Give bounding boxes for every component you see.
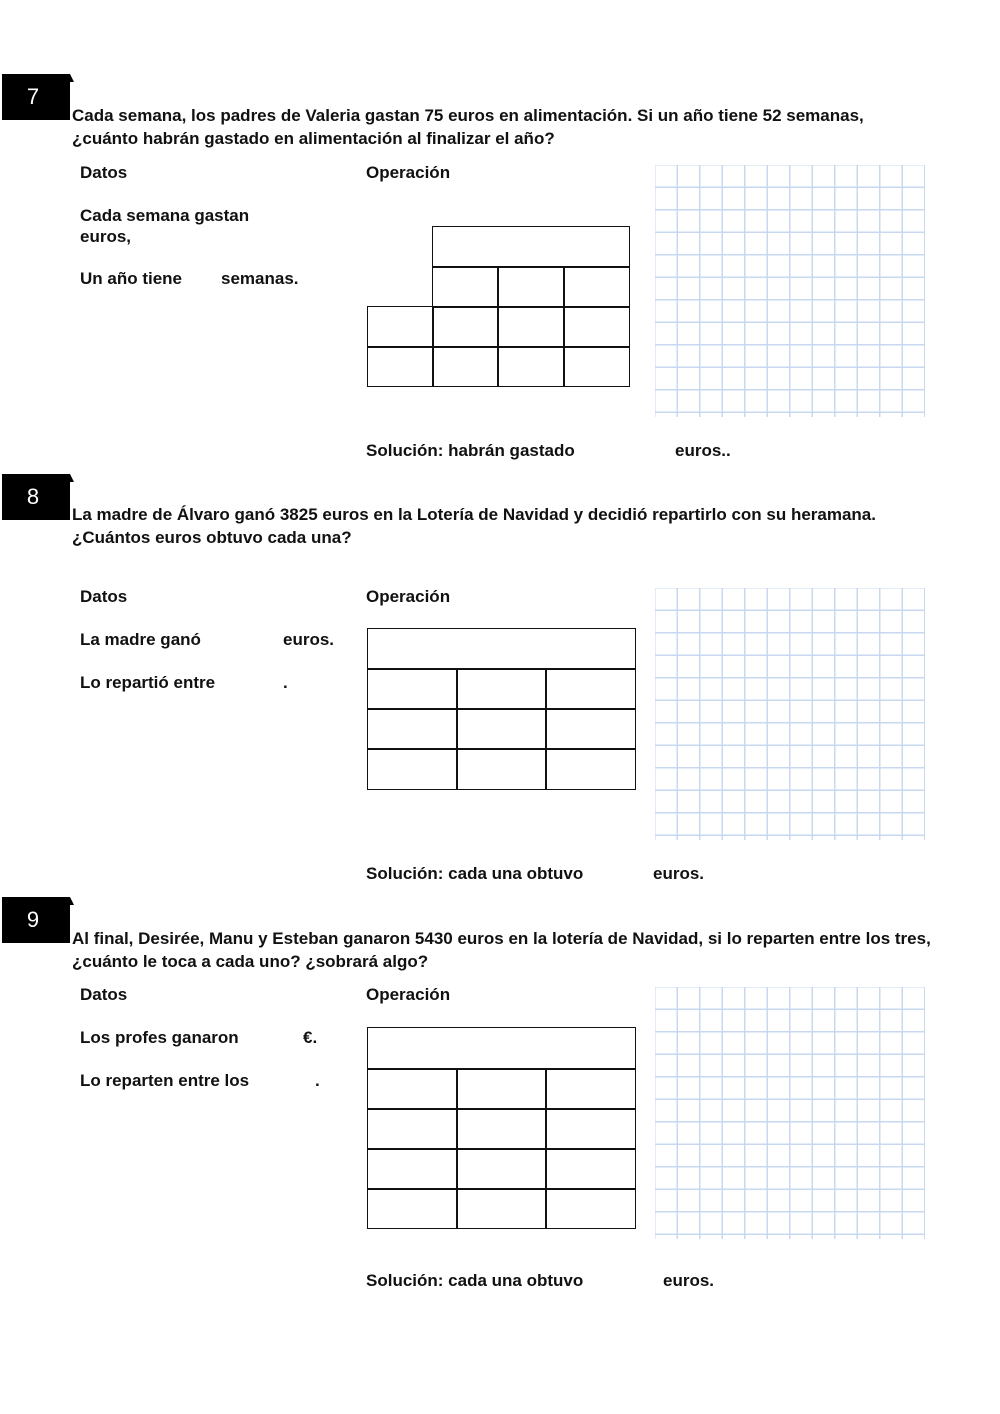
solution-suffix: euros.. — [675, 441, 731, 460]
datos-label: Datos — [80, 163, 128, 182]
operacion-label: Operación — [366, 587, 451, 606]
table-cell[interactable] — [456, 1148, 547, 1190]
table-cell[interactable] — [456, 708, 547, 750]
table-cell[interactable] — [563, 266, 630, 308]
datos-line-2b: . — [315, 1071, 320, 1090]
datos-line-1a: Los profes ganaron — [80, 1028, 239, 1047]
table-cell[interactable] — [563, 346, 630, 387]
table-cell[interactable] — [367, 668, 458, 710]
datos-label: Datos — [80, 985, 128, 1004]
table-cell[interactable] — [545, 1148, 636, 1190]
table-cell[interactable] — [367, 1068, 458, 1110]
datos-line-1b: euros. — [283, 630, 335, 649]
table-cell[interactable] — [497, 346, 565, 387]
table-cell[interactable] — [367, 306, 434, 348]
solution-prefix: Solución: habrán gastado — [366, 441, 575, 460]
problem-number-badge: 8 — [2, 474, 70, 520]
table-cell[interactable] — [456, 1068, 547, 1110]
table-cell[interactable] — [545, 668, 636, 710]
table-cell[interactable] — [367, 1108, 458, 1150]
table-cell[interactable] — [545, 748, 636, 790]
table-cell[interactable] — [456, 1108, 547, 1150]
table-cell[interactable] — [432, 306, 499, 348]
datos-line-1b: euros, — [80, 227, 132, 246]
problem-number-badge: 7 — [2, 74, 70, 120]
problem-question: La madre de Álvaro ganó 3825 euros en la Lotería de Navidad y decidió repartirlo con su heramana. ¿Cuántos euros obtuvo cada una? — [72, 505, 876, 547]
table-cell[interactable] — [545, 1068, 636, 1110]
solution-suffix: euros. — [663, 1271, 715, 1290]
datos-line-1a: La madre ganó — [80, 630, 201, 649]
table-cell[interactable] — [545, 708, 636, 750]
operacion-label: Operación — [366, 985, 451, 1004]
datos-line-2a: Lo repartió entre — [80, 673, 216, 692]
solution-prefix: Solución: cada una obtuvo — [366, 1271, 584, 1290]
table-cell[interactable] — [545, 1188, 636, 1229]
table-cell[interactable] — [367, 748, 458, 790]
table-cell[interactable] — [456, 1188, 547, 1229]
datos-line-2a: Un año tiene — [80, 269, 183, 288]
operacion-label: Operación — [366, 163, 451, 182]
table-cell[interactable] — [367, 1027, 636, 1070]
solution-suffix: euros. — [653, 864, 705, 883]
problem-question: Cada semana, los padres de Valeria gastan 75 euros en alimentación. Si un año tiene 52 semanas, ¿cuánto habrán gastado en alimentación al finalizar el año? — [72, 106, 864, 148]
table-cell[interactable] — [367, 628, 636, 670]
table-cell[interactable] — [367, 346, 434, 387]
problem-number-badge: 9 — [2, 897, 70, 943]
squared-scratch-grid[interactable] — [655, 588, 925, 840]
datos-line-1: Cada semana gastan — [80, 206, 250, 225]
datos-line-2b: semanas. — [221, 269, 299, 288]
squared-scratch-grid[interactable] — [655, 165, 925, 417]
table-cell[interactable] — [456, 748, 547, 790]
problem-question: Al final, Desirée, Manu y Esteban ganaron 5430 euros en la lotería de Navidad, si lo reparten entre los tres, ¿cuánto le toca a cada uno? ¿sobrará algo? — [72, 929, 931, 971]
table-cell[interactable] — [432, 346, 499, 387]
table-cell[interactable] — [432, 226, 630, 268]
squared-scratch-grid[interactable] — [655, 987, 925, 1239]
datos-line-2a: Lo reparten entre los — [80, 1071, 250, 1090]
table-cell[interactable] — [456, 668, 547, 710]
table-cell[interactable] — [497, 306, 565, 348]
datos-label: Datos — [80, 587, 128, 606]
solution-prefix: Solución: cada una obtuvo — [366, 864, 584, 883]
table-cell[interactable] — [367, 1148, 458, 1190]
table-cell[interactable] — [545, 1108, 636, 1150]
table-cell[interactable] — [432, 266, 499, 308]
table-cell[interactable] — [497, 266, 565, 308]
table-cell[interactable] — [367, 1188, 458, 1229]
datos-line-2b: . — [283, 673, 288, 692]
table-cell[interactable] — [367, 708, 458, 750]
datos-line-1b: €. — [303, 1028, 318, 1047]
table-cell[interactable] — [563, 306, 630, 348]
